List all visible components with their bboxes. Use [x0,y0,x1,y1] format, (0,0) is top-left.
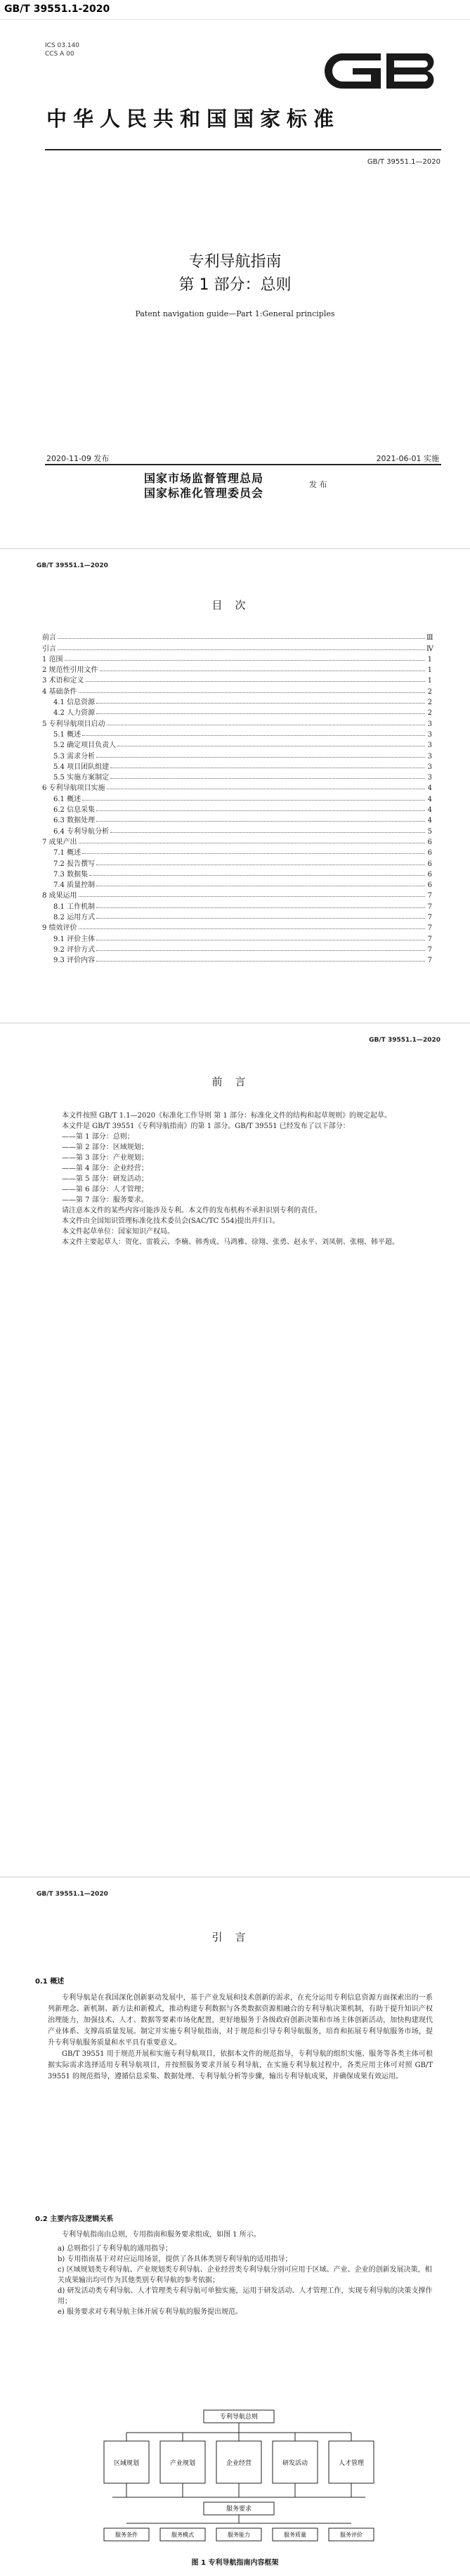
toc-leader-dots [79,928,425,929]
toc-entry[interactable] [42,674,432,685]
toc-entry-page: 4 [427,806,432,815]
toc-leader-dots [110,778,425,779]
ccs-code: CCS A 00 [45,51,74,58]
toc-entry[interactable] [42,631,432,642]
toc-entry-title: 引言 [42,645,56,653]
toc-entry-title: 1 范围 [42,655,63,664]
toc-entry-page: 4 [427,817,432,825]
toc-entry-page: 3 [427,730,432,739]
toc-entry[interactable] [42,857,432,867]
issuer-line2: 国家标准化管理委员会 [144,486,264,500]
title-cn-line2: 第 1 部分：总则 [178,276,292,294]
toc-entry[interactable] [42,739,432,749]
toc-entry[interactable] [42,824,432,835]
intro-para: GB/T 39551 用于规范开展和实施专利导航项目，依据本文件的规范指导，专利导航的组织实施、服务等各类主体可根据实际需求选择适用专利导航项目，并按照服务要求开展专利导航，在实施专利导航过程中，各类应用主体可对照 GB/T 39551 的规范指导，遵循信息采集、数据处理、专利导航分析等步骤，输出专利导航成果，并确保成果有效运用。 [48,2050,433,2080]
implementation-date: 2021-06-01 实施 [376,454,439,463]
intro-heading-content: 0.2 主要内容及逻辑关系 [35,2215,114,2223]
figure-label-general: 专利导航总则 [219,2414,259,2421]
title-en: Patent navigation guide—Part 1:General principles [135,309,335,318]
preface-para: 本文件是 GB/T 39551《专利导航指南》的第 1 部分。GB/T 39551 已经发布了以下部分： [62,1122,350,1130]
toc-entry-page: 7 [427,957,432,965]
toc-entry-title: 5.3 需求分析 [53,752,96,760]
issue-word: 发 布 [309,480,327,489]
toc-entry-page: 4 [427,784,432,793]
toc-running-head: GB/T 39551.1—2020 [37,562,108,569]
parts-list [48,1132,427,1205]
toc-entry[interactable] [42,642,432,652]
toc-entry[interactable] [42,879,432,889]
toc-entry[interactable] [42,760,432,771]
toc-entry-title: 6.3 数据处理 [53,817,96,825]
toc-entry-title: 4.2 人力资源 [53,709,96,718]
intro-list-item: d) 研发活动类专利导航、人才管理类专利导航可单独实施，运用于研发活动、人才管理工作，实现专利导航的决策支撑作用； [58,2287,433,2305]
page-separator [0,548,470,549]
toc-entry-page: 1 [427,677,432,685]
cover-bottom-rule [45,464,441,465]
figure-label-industry: 产业规划 [169,2460,196,2467]
toc-leader-dots [96,918,425,919]
toc-entry-page: 1 [427,666,432,675]
framework-figure [98,2407,379,2548]
toc-entry[interactable] [42,782,432,792]
toc-entry-page: 7 [427,924,432,933]
toc-leader-dots [96,757,425,758]
toc-entry-page: 7 [427,892,432,900]
toc-entry[interactable] [42,653,432,664]
standard-number: GB/T 39551.1—2020 [367,158,440,166]
toc-entry[interactable] [42,696,432,706]
toc-entry[interactable] [42,932,432,943]
toc-entry-page: 6 [427,881,432,890]
intro-list-item: c) 区域规划类专利导航、产业规划类专利导航、企业经营类专利导航分别可应用于区域、产业、企业的创新发展决策，相关成果输出均可作为其他类别专利导航的参考依据； [58,2266,432,2284]
toc-leader-dots [65,660,425,661]
toc-entry[interactable] [42,814,432,824]
toc-leader-dots [96,950,425,951]
preface-title: 前言 [211,1075,259,1088]
part-list-item: ——第 3 部分：产业规划； [62,1154,148,1162]
intro-running-head: GB/T 39551.1—2020 [37,1891,108,1898]
toc-leader-dots [82,800,425,801]
toc-entry[interactable] [42,889,432,900]
toc-entry-title: 8 成果运用 [42,892,77,900]
toc-entry-title: 5.4 项目团队组建 [53,763,110,771]
figure-label-dim: 服务评价 [340,2532,363,2538]
toc-entry-page: 6 [427,870,432,879]
doc-id: GB/T 39551.1-2020 [4,4,110,15]
figure-label-enterprise: 企业经营 [226,2460,252,2467]
toc-leader-dots [96,961,425,962]
figure-caption: 图 1 专利导航指南内容框架 [191,2559,279,2567]
toc-entry-page: 2 [427,699,432,707]
gb-logo [322,51,440,91]
intro-content-body [48,2229,433,2241]
toc-entry-title: 9 绩效评价 [42,924,77,933]
intro-list-item: b) 专用指南基于对对应运用场景，提供了各具体类别专利导航的适用指导； [58,2255,292,2263]
toc-entry-title: 6 专利导航项目实施 [42,784,105,793]
toc-entry-title: 3 术语和定义 [42,677,84,685]
title-cn-line1: 专利导航指南 [188,253,282,271]
toc-entry-page: 4 [427,795,432,803]
figure-label-dim: 服务能力 [228,2532,250,2538]
figure-label-dim: 服务质量 [284,2532,306,2538]
toc-entry[interactable] [42,685,432,695]
toc-entry[interactable] [42,900,432,910]
part-list-item: ——第 5 部分：研发活动； [62,1175,148,1183]
intro-para: 专利导航是在我国深化创新驱动发展中，基于产业发展和技术创新的需求，在充分运用专利信息资源方面探索出的一系列新理念、新机制、新方法和新模式，推动构建专利数据与各类数据资源相融合的专利导航决策机制，有助于提升知识产权治理能力，加强技术、人才、数据等要素市场化配置，更好地服务于各级政府创新决策和市场主体创新活动，加快构建现代产业体系、支撑高质量发展。制定并实施专利导航指南，对于规范和引导专利导航服务，培育和拓展专利导航服务市场，提升专利导航服务质量和水平具有重要意义。 [48,1994,433,2047]
toc-entry-page: 3 [427,752,432,760]
figure-label-dim: 服务模式 [171,2532,194,2538]
intro-list-item: e) 服务要求对专利导航主体开展专利导航的服务提出规范。 [58,2308,242,2316]
toc-entry-title: 9.2 评价方式 [53,945,96,954]
issuer-line1: 国家市场监督管理总局 [144,472,264,485]
intro-para: 专利导航指南由总则，专用指南和服务要求组成，如图 1 所示。 [62,2231,261,2239]
toc-leader-dots [110,832,425,833]
toc-leader-dots [86,681,425,682]
preface-para: 本文件主要起草人：贺化、雷筱云、李楠、韩秀成、马鸿雅、徐翔、张勇、赵永平、刘凤朝、张栩、韩平超。 [62,1238,399,1246]
figure-label-service: 服务要求 [226,2506,252,2513]
toc-leader-dots [79,692,425,693]
toc-leader-dots [96,810,425,811]
toc-title: 目次 [211,599,259,611]
toc-entry-page: 6 [427,849,432,857]
preface-body [48,1111,427,1248]
toc-leader-dots [96,713,425,714]
toc-entry[interactable] [42,911,432,921]
intro-title: 引言 [211,1931,259,1943]
toc-entry-page: 6 [427,838,432,846]
part-list-item: ——第 4 部分：企业经营； [62,1165,148,1172]
ics-code: ICS 03.140 [45,42,80,49]
intro-overview-body [48,1993,433,2083]
toc-leader-dots [89,875,425,876]
toc-entry[interactable] [42,717,432,727]
toc-leader-dots [82,735,425,736]
toc-entry[interactable] [42,868,432,879]
toc-entry[interactable] [42,836,432,846]
toc-entry-page: 2 [427,687,432,696]
toc-entry-title: 5.2 确定项目负责人 [53,742,117,750]
toc-entry-title: 8.1 工作机制 [53,902,96,911]
toc-entry-title: 2 规范性引用文件 [42,666,98,675]
intro-heading-overview: 0.1 概述 [35,1978,65,1986]
toc-entry[interactable] [42,803,432,814]
figure-label-rd: 研发活动 [282,2460,308,2467]
toc-leader-dots [79,896,425,897]
toc-leader-dots [58,638,425,639]
national-standard-title: 中华人民共和国国家标准 [46,107,341,131]
toc-entry-page: 1 [427,655,432,664]
toc-entry-title: 4.1 信息资源 [53,699,96,707]
toc-entry-page: 2 [427,709,432,718]
toc-entry-title: 6.1 概述 [53,795,81,803]
toc-entry-title: 7.2 报告撰写 [53,860,96,868]
table-of-contents [42,631,432,964]
toc-entry-page: 3 [427,774,432,782]
toc-entry-page: Ⅲ [426,634,433,642]
toc-entry[interactable] [42,846,432,857]
part-list-item: ——第 6 部分：人才管理； [62,1186,148,1193]
intro-list-item: a) 总则指引了专利导航的通用指导； [58,2245,173,2253]
preface-para: 本文件起草单位：国家知识产权局。 [62,1228,174,1236]
toc-leader-dots [58,649,425,650]
toc-entry-title: 6.4 专利导航分析 [53,827,110,836]
issuer [144,471,263,500]
toc-entry-title: 9.3 评价内容 [53,957,96,965]
toc-entry-title: 5.1 概述 [53,730,81,739]
cover-top-rule [45,149,441,150]
toc-entry-title: 7.4 质量控制 [53,881,96,890]
toc-entry-page: 3 [427,720,432,728]
toc-entry[interactable] [42,664,432,674]
toc-entry[interactable] [42,749,432,760]
toc-entry-title: 前言 [42,634,56,642]
toc-entry-title: 7 成果产出 [42,838,77,846]
toc-entry-title: 4 基础条件 [42,687,77,696]
toc-entry-page: 6 [427,860,432,868]
toc-entry-title: 9.1 评价主体 [53,935,96,943]
part-list-item: ——第 2 部分：区域规划； [62,1144,148,1151]
figure-label-region: 区域规划 [113,2460,140,2467]
document-header [0,0,470,20]
toc-entry-title: 5.5 实施方案制定 [53,774,110,782]
part-list-item: ——第 7 部分：服务要求。 [62,1196,148,1204]
preface-para: 请注意本文件的某些内容可能涉及专利。本文件的发布机构不承担识别专利的责任。 [62,1207,322,1215]
toc-entry-page: 7 [427,914,432,922]
toc-entry-page: 7 [427,902,432,911]
intro-list [58,2244,433,2317]
toc-entry-page: Ⅳ [426,645,433,653]
toc-entry-page: 7 [427,945,432,954]
part-list-item: ——第 1 部分：总则； [62,1133,134,1141]
toc-entry[interactable] [42,921,432,932]
toc-leader-dots [96,703,425,704]
issue-date: 2020-11-09 发布 [46,454,110,463]
toc-entry[interactable] [42,943,432,954]
toc-entry-page: 7 [427,935,432,943]
toc-entry[interactable] [42,954,432,964]
toc-entry-page: 5 [427,827,432,836]
toc-entry-title: 6.2 信息采集 [53,806,96,815]
toc-entry-page: 3 [427,742,432,750]
toc-entry-title: 5 专利导航项目启动 [42,720,105,728]
figure-label-dim: 服务条件 [115,2532,138,2538]
toc-leader-dots [82,853,425,854]
toc-entry[interactable] [42,706,432,717]
toc-entry[interactable] [42,792,432,803]
preface-running-head: GB/T 39551.1—2020 [369,1037,440,1044]
toc-entry-title: 7.1 概述 [53,849,81,857]
toc-entry-title: 8.2 运用方式 [53,914,96,922]
toc-entry-title: 7.3 数据集 [53,870,89,879]
toc-leader-dots [96,821,425,822]
toc-entry[interactable] [42,771,432,782]
preface-para: 本文件由全国知识管理标准化技术委员会(SAC/TC 554)提出并归口。 [62,1217,280,1225]
toc-leader-dots [96,907,425,908]
toc-entry[interactable] [42,728,432,739]
figure-label-talent: 人才管理 [338,2460,365,2467]
preface-para: 本文件按照 GB/T 1.1—2020《标准化工作导则 第 1 部分：标准化文件的结构和起草规则》的规定起草。 [62,1112,391,1120]
toc-entry-page: 3 [427,763,432,771]
